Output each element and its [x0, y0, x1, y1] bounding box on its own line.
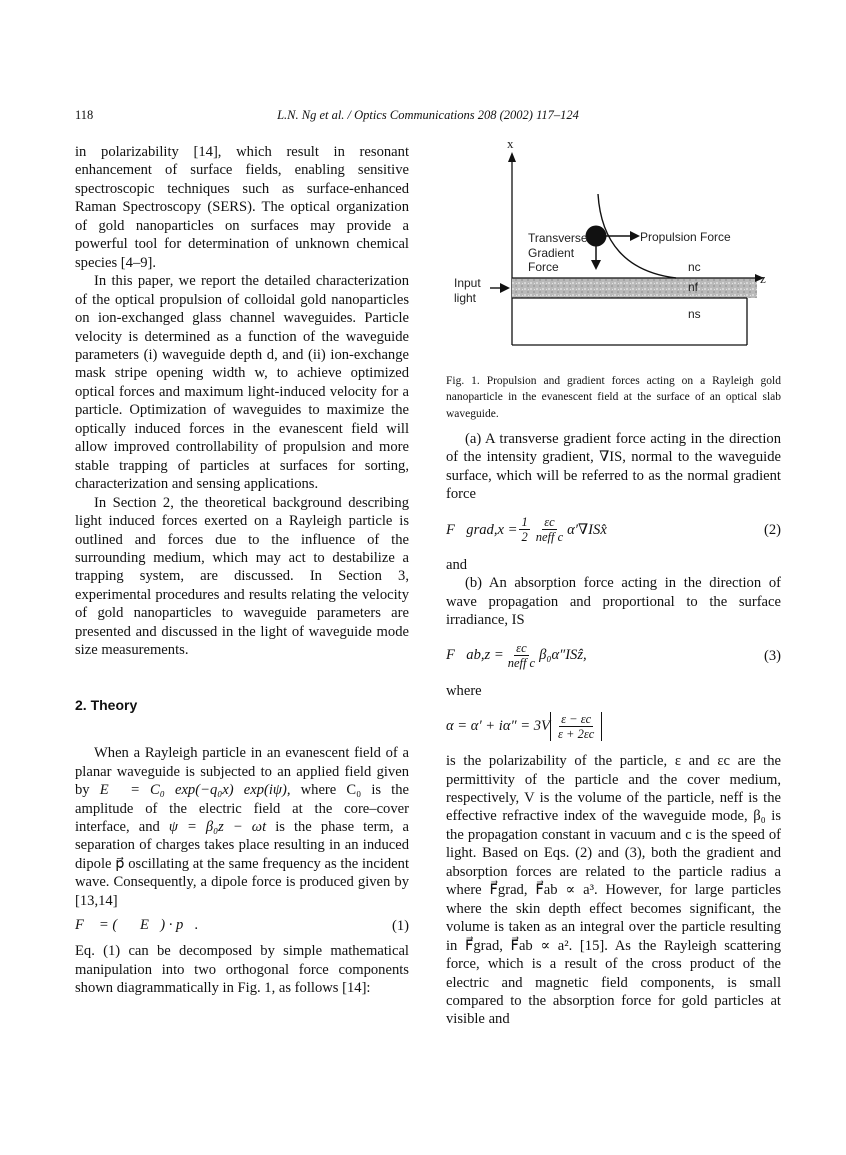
equation-3-fraction [506, 641, 537, 670]
equation-1-number: (1) [391, 917, 409, 934]
and-text: and [446, 556, 468, 573]
equation-2-fraction-bottom: neff c [535, 530, 564, 545]
applied-field-expr: E⃗ = C₀ exp(−q₀x) exp(iψ) [99, 782, 287, 799]
equation-polarizability [446, 706, 781, 746]
waveguide-film-layer [512, 278, 757, 298]
section-heading-theory: 2. Theory [75, 696, 138, 713]
label-light: light [454, 291, 477, 305]
equation-polarizability-lhs: α = α′ + iα″ = 3V [446, 717, 550, 734]
x-axis-arrow-icon [508, 152, 516, 162]
paragraph-polarizability: is the polarizability of the particle, ε and εc are the permittivity of the particle and the cover medium, respectively, V is the volume of the particle, neff is the effective refractive index of the waveguide mode, β₀ is the propagation constant in vacuum and c is the speed of light. Based on Eqs. (2) and (3), both the gradient and absorption forces are related to the particle radius a where F⃗grad, F⃗ab ∝ a³. However, for large particles where the skin depth effect becomes significant, the volume is taken as an integral over the particle resulting in F⃗grad, F⃗ab ∝ a². [15]. As the Rayleigh scattering force, which is a result of the cross product of the electric and magnetic field components, is small compared to the absorption force for gold particles at visible and [446, 753, 781, 1028]
equation-3-rhs: β₀α″ISẑ, [539, 647, 587, 664]
equation-3-number: (3) [763, 647, 781, 664]
equation-3-fraction-top: εc [516, 641, 527, 656]
equation-polarizability-top: ε − εc [561, 711, 592, 726]
paragraph-absorption-force: (b) An absorption force acting in the direction of wave propagation and proportional to the surface irradiance, IS [446, 575, 781, 629]
paragraph-intro-end: in polarizability [14], which result in resonant enhancement of surface fields, enabling sensitive spectroscopic techniques such as surface-enhanced Raman Spectroscopy (SERS). The optical organization of gold nanoparticles on surfaces may provide a powerful tool for determination of unknown chemical species [4–9]. [75, 144, 409, 271]
running-head: L.N. Ng et al. / Optics Communications 208 (2002) 117–124 [277, 108, 579, 122]
paragraph-sections: In Section 2, the theoretical background describing light induced forces exerted on a Rayleigh particle is outlined and forces due to the influence of the surrounding medium, which may act to destabilize a trapping system, are discussed. In Section 3, experimental procedures and results relating the velocity of gold nanoparticles to waveguide parameters are presented and discussed in the light of waveguide mode size measurements. [75, 494, 409, 659]
equation-2 [446, 510, 781, 550]
paragraph-decompose: Eq. (1) can be decomposed by simple mathematical manipulation into two orthogonal force components shown diagrammatically in Fig. 1, as follows [14]: [75, 943, 409, 997]
label-substrate-index: ns [688, 307, 701, 321]
equation-3 [446, 636, 781, 676]
page-number: 118 [75, 108, 94, 122]
figure-1 [446, 132, 781, 362]
left-column [75, 143, 409, 998]
theory-text-c: is the phase term, a separation of charges takes place resulting in an induced dipole p⃗ oscillating at the same frequency as the incident wave. Consequently, a dipole force is produced given by [13,14] [75, 818, 409, 909]
theory-text-b: , where C₀ is the amplitude of the electric field at the core–cover interface, and [75, 782, 409, 835]
label-force: Force [528, 260, 559, 274]
propulsion-arrow-icon [630, 231, 640, 241]
equation-2-rhs: α′∇ISx̂ [567, 521, 607, 538]
equation-2-number: (2) [763, 521, 781, 538]
input-light-arrow-icon [500, 283, 510, 293]
gradient-arrow-icon [591, 260, 601, 270]
label-cover-index: nc [688, 260, 701, 274]
equation-polarizability-fraction [556, 712, 596, 741]
label-film-index: nf [688, 280, 699, 294]
equation-2-fraction-top: εc [544, 515, 555, 530]
equation-3-lhs: F⃗ab,z = [446, 647, 504, 664]
where-text: where [446, 682, 482, 699]
equation-1-body: F⃗ = (∇⃗E⃗) · p⃗. [75, 917, 199, 934]
paragraph-report: In this paper, we report the detailed characterization of the optical propulsion of colloidal gold nanoparticles on ion-exchanged glass channel waveguides. Particle velocity is determined as a function of the waveguide parameters (i) waveguide depth d, and (ii) ion-exchange mask stripe opening width w, to achieve optimized optical forces and maximum light-induced velocity for a particle. Optimization of waveguides to maximize the optically induced forces in the evanescent field will allow improved controllability of propulsion and more stable trapping of particles at surfaces for sorting, characterization and sensing applications. [75, 273, 409, 493]
page-header [75, 108, 781, 124]
equation-2-half-bottom: 2 [521, 530, 528, 545]
z-axis-label: z [760, 271, 766, 286]
equation-3-fraction-bottom: neff c [507, 656, 536, 671]
theory-text-a: When a Rayleigh particle in an evanescent field of a planar waveguide is subjected to an applied field given by [75, 745, 409, 799]
right-column [446, 430, 781, 1029]
equation-2-fraction [534, 515, 565, 544]
gold-nanoparticle [586, 226, 607, 247]
equation-2-half [519, 515, 529, 544]
equation-2-half-top: 1 [521, 515, 528, 530]
figure-1-diagram [446, 132, 781, 362]
x-axis-label: x [507, 136, 514, 151]
paragraph-theory [75, 744, 409, 910]
figure-1-caption: Fig. 1. Propulsion and gradient forces acting on a Rayleigh gold nanoparticle in the evanescent field at the surface of an optical slab waveguide. [446, 374, 781, 420]
equation-polarizability-bracket [550, 712, 602, 741]
label-gradient: Gradient [528, 246, 575, 260]
label-input: Input [454, 276, 481, 290]
equation-2-lhs: F⃗grad,x = [446, 521, 518, 538]
equation-polarizability-bottom: ε + 2εc [557, 726, 595, 741]
paragraph-gradient-force: (a) A transverse gradient force acting in the direction of the intensity gradient, ∇IS, normal to the waveguide surface, which will be referred to as the normal gradient force [446, 431, 781, 503]
equation-1 [75, 916, 409, 936]
label-transverse: Transverse [528, 231, 588, 245]
phase-expr: ψ = β₀z − ωt [168, 818, 267, 835]
label-propulsion-force: Propulsion Force [640, 230, 731, 244]
